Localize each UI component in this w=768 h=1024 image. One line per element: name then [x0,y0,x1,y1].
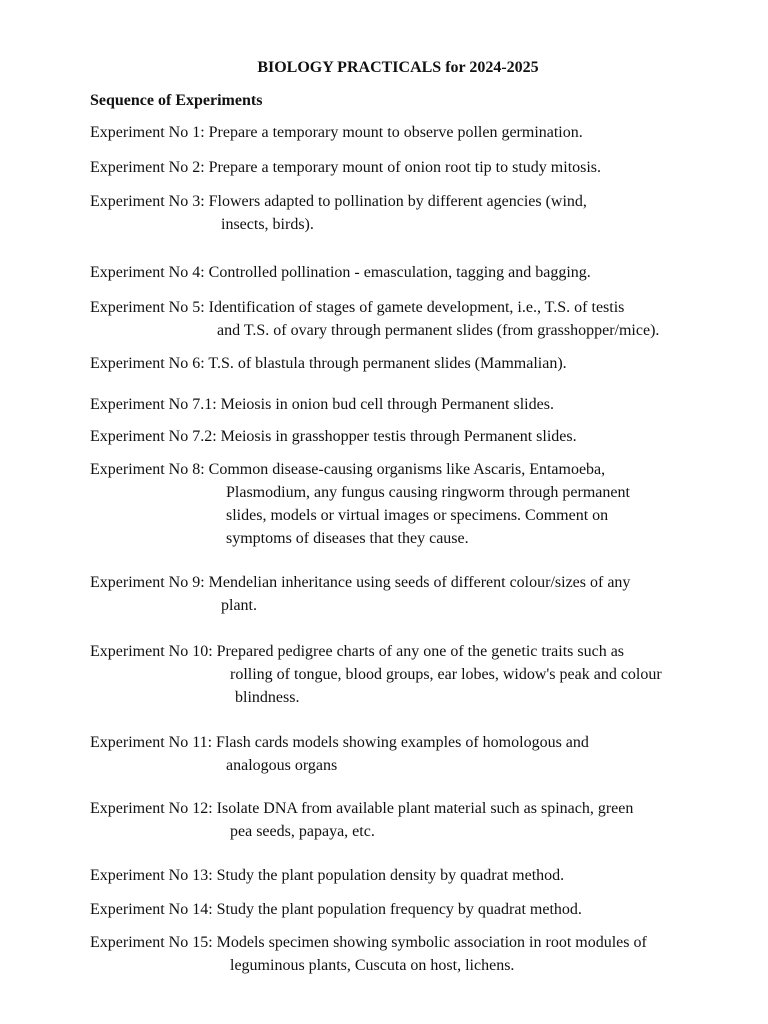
experiment-item [90,261,591,284]
section-heading: Sequence of Experiments [90,92,263,109]
experiment-label: Experiment No 7.2: [90,428,217,445]
experiment-label: Experiment No 1: [90,124,205,141]
experiment-item [90,296,659,342]
experiment-text: Plasmodium, any fungus causing ringworm through permanent [226,484,630,501]
experiment-label: Experiment No 5: [90,299,205,316]
experiment-text: pea seeds, papaya, etc. [230,823,375,840]
experiment-label: Experiment No 15: [90,934,213,951]
experiment-text: Flash cards models showing examples of homologous and [216,734,589,751]
experiment-label: Experiment No 8: [90,461,205,478]
experiment-item [90,864,564,887]
experiment-text: Flowers adapted to pollination by different agencies (wind, [208,193,587,210]
experiment-label: Experiment No 4: [90,264,205,281]
experiment-label: Experiment No 6: [90,355,205,372]
experiment-item [90,156,601,179]
experiment-text: Models specimen showing symbolic association in root modules of [216,934,647,951]
experiment-text: Prepared pedigree charts of any one of the genetic traits such as [216,643,625,660]
experiment-item [90,121,583,144]
experiment-text: Prepare a temporary mount to observe pollen germination. [208,124,583,141]
experiment-text: Controlled pollination - emasculation, tagging and bagging. [208,264,591,281]
experiment-text: Isolate DNA from available plant material such as spinach, green [216,800,634,817]
experiment-text: symptoms of diseases that they cause. [226,530,469,547]
experiment-text: rolling of tongue, blood groups, ear lobes, widow's peak and colour [230,666,662,683]
experiment-text: insects, birds). [221,216,314,233]
experiment-item [90,190,587,236]
experiment-item [90,640,662,709]
experiment-text: Study the plant population frequency by quadrat method. [216,901,582,918]
experiment-label: Experiment No 14: [90,901,213,918]
experiment-label: Experiment No 9: [90,574,205,591]
experiment-text: Meiosis in grasshopper testis through Permanent slides. [220,428,577,445]
experiment-text: Prepare a temporary mount of onion root tip to study mitosis. [208,159,602,176]
experiment-text: blindness. [235,689,300,706]
experiment-label: Experiment No 7.1: [90,396,217,413]
experiment-label: Experiment No 10: [90,643,213,660]
experiment-text: Common disease-causing organisms like Ascaris, Entamoeba, [208,461,606,478]
experiment-item [90,458,630,550]
experiment-text: Study the plant population density by quadrat method. [216,867,565,884]
experiment-item [90,352,567,375]
experiment-text: Mendelian inheritance using seeds of different colour/sizes of any [208,574,631,591]
experiment-item [90,731,589,777]
experiment-text: Identification of stages of gamete development, i.e., T.S. of testis [208,299,625,316]
experiment-item [90,898,582,921]
experiment-text: T.S. of blastula through permanent slides (Mammalian). [208,355,567,372]
page-title: BIOLOGY PRACTICALS for 2024-2025 [257,59,539,76]
experiment-item [90,425,577,448]
experiment-label: Experiment No 3: [90,193,205,210]
experiment-item [90,393,554,416]
experiment-item [90,931,647,977]
experiment-text: leguminous plants, Cuscuta on host, lichens. [230,957,515,974]
experiment-text: plant. [221,597,257,614]
experiment-text: slides, models or virtual images or specimens. Comment on [226,507,609,524]
experiment-text: analogous organs [226,757,338,774]
experiment-label: Experiment No 2: [90,159,205,176]
experiment-label: Experiment No 13: [90,867,213,884]
experiment-item [90,571,630,617]
experiment-item [90,797,633,843]
experiment-text: Meiosis in onion bud cell through Permanent slides. [220,396,554,413]
experiment-label: Experiment No 11: [90,734,213,751]
experiment-text: and T.S. of ovary through permanent slides (from grasshopper/mice). [217,322,660,339]
experiment-label: Experiment No 12: [90,800,213,817]
